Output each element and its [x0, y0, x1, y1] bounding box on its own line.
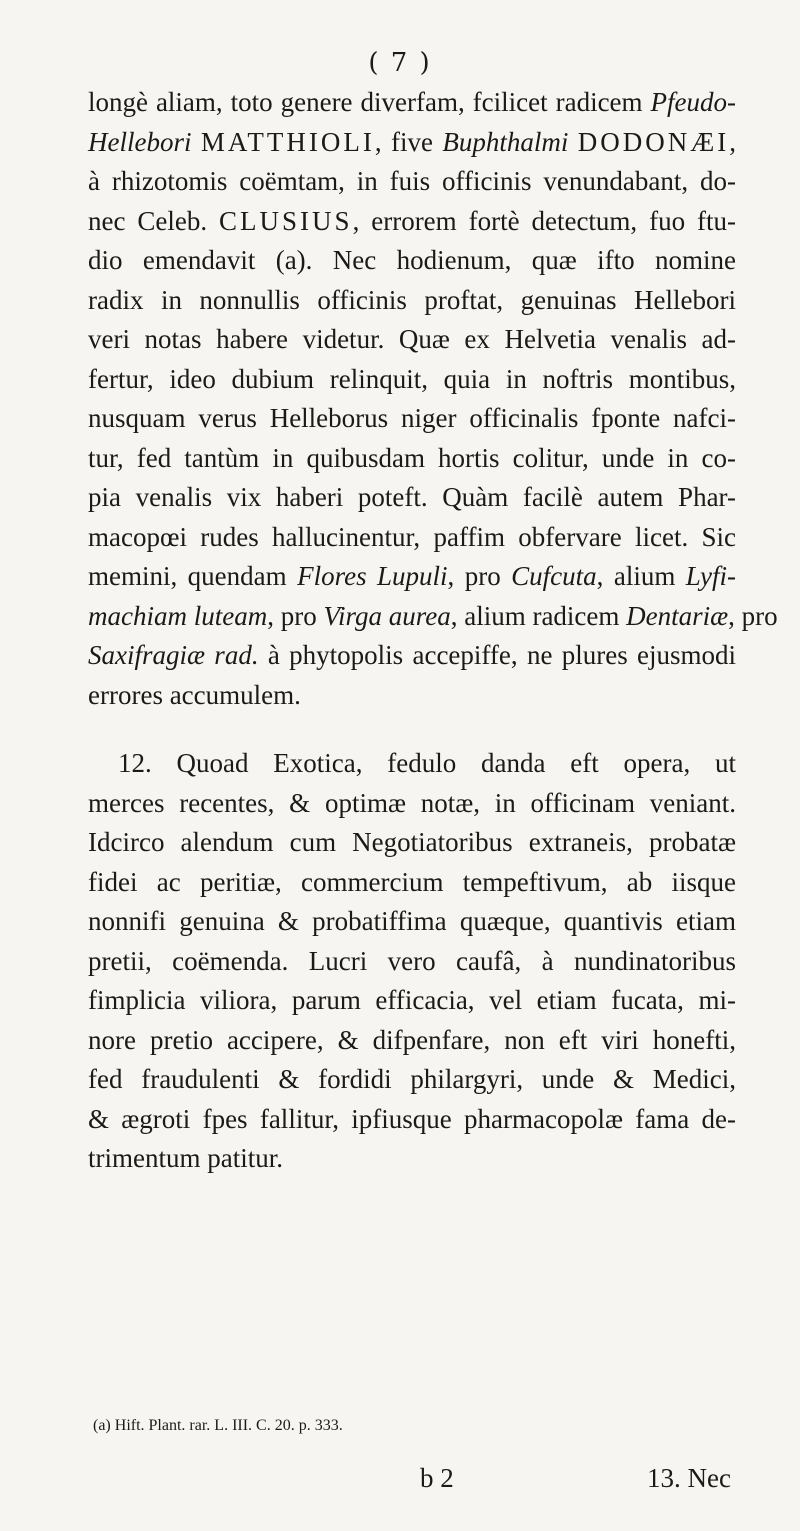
text-line: Hellebori MATTHIOLI, five Buphthalmi DODONÆI,	[88, 126, 736, 157]
text-line: radix in nonnullis officinis proftat, genuinas Hellebori	[88, 284, 736, 315]
text-line: fidei ac peritiæ, commercium tempeftivum, ab iisque	[88, 866, 736, 897]
text-line: 12. Quoad Exotica, fedulo danda eft opera, ut	[118, 748, 736, 778]
text-line: nore pretio accipere, & difpenfare, non eft viri honefti,	[88, 1024, 736, 1055]
body-text	[88, 83, 778, 1179]
text-line: pia venalis vix haberi poteft. Quàm facilè autem Phar-	[88, 482, 736, 512]
text-line: macopœi rudes hallucinentur, paffim obfervare licet. Sic	[88, 521, 736, 552]
footnote: (a) Hift. Plant. rar. L. III. C. 20. p. 333.	[93, 1417, 343, 1434]
catchword: 13. Nec	[647, 1463, 731, 1493]
text-line: fertur, ideo dubium relinquit, quia in noftris montibus,	[88, 363, 736, 394]
text-line: memini, quendam Flores Lupuli, pro Cufcuta, alium Lyfi-	[88, 561, 736, 591]
text-line: nec Celeb. CLUSIUS, errorem fortè detectum, fuo ftu-	[88, 205, 736, 236]
text-line: merces recentes, & optimæ notæ, in officinam veniant.	[88, 787, 736, 818]
signature-mark: b 2	[420, 1463, 454, 1493]
text-line: Idcirco alendum cum Negotiatoribus extraneis, probatæ	[88, 827, 736, 857]
text-line: & ægroti fpes fallitur, ipfiusque pharmacopolæ fama de-	[88, 1103, 736, 1134]
text-line: nonnifi genuina & probatiffima quæque, quantivis etiam	[88, 906, 736, 936]
text-line: tur, fed tantùm in quibusdam hortis colitur, unde in co-	[88, 442, 736, 473]
text-line: dio emendavit (a). Nec hodienum, quæ ifto nomine	[88, 245, 736, 275]
text-line: fimplicia viliora, parum efficacia, vel etiam fucata, mi-	[88, 985, 736, 1015]
text-line: Saxifragiæ rad. à phytopolis accepiffe, ne plures ejusmodi	[88, 640, 737, 670]
text-line: trimentum patitur.	[88, 1143, 283, 1173]
text-line: à rhizotomis coëmtam, in fuis officinis venundabant, do-	[88, 166, 736, 196]
page-number: ( 7 )	[368, 48, 432, 78]
text-line: pretii, coëmenda. Lucri vero caufâ, à nundinatoribus	[88, 945, 736, 976]
text-line: longè aliam, toto genere diverfam, fcilicet radicem Pfeudo-	[88, 87, 736, 117]
text-line: errores accumulem.	[88, 679, 301, 710]
text-line: nusquam verus Helleborus niger officinalis fponte nafci-	[88, 403, 736, 433]
text-line: veri notas habere videtur. Quæ ex Helvetia venalis ad-	[88, 324, 736, 354]
text-line: machiam luteam, pro Virga aurea, alium radicem Dentariæ, pro	[88, 600, 778, 631]
text-line: fed fraudulenti & fordidi philargyri, unde & Medici,	[88, 1064, 736, 1094]
